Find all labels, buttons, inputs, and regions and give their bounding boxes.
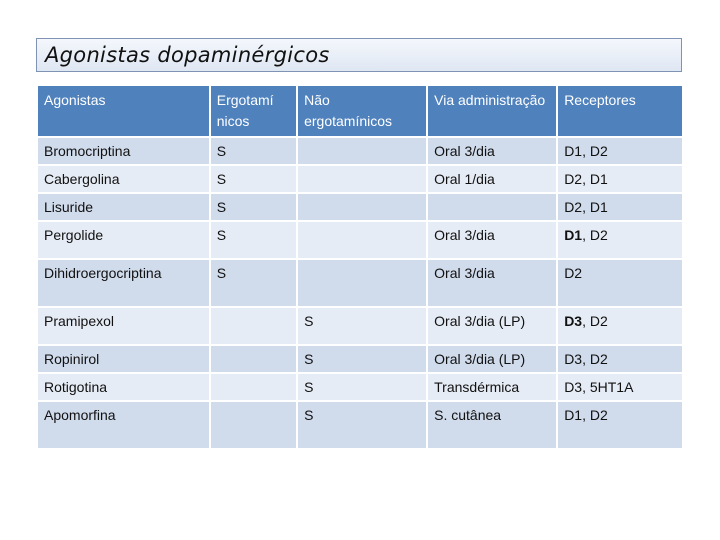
- cell-via: Oral 1/dia: [428, 166, 556, 192]
- cell-ergo: S: [211, 260, 296, 306]
- cell-receptores: [558, 260, 682, 306]
- slide-title-box: [36, 38, 682, 72]
- cell-name: Lisuride: [38, 194, 209, 220]
- receptor-text: D2, D1: [564, 171, 608, 187]
- cell-name: Pramipexol: [38, 308, 209, 344]
- cell-nao-ergo: S: [298, 308, 426, 344]
- cell-ergo: [211, 308, 296, 344]
- cell-via: Oral 3/dia (LP): [428, 308, 556, 344]
- cell-name: Bromocriptina: [38, 138, 209, 164]
- cell-name: Ropinirol: [38, 346, 209, 372]
- receptor-bold: D3: [564, 313, 583, 329]
- cell-receptores: [558, 138, 682, 164]
- cell-via: Oral 3/dia: [428, 222, 556, 258]
- receptor-text: D3, 5HT1A: [564, 379, 634, 395]
- cell-name: Rotigotina: [38, 374, 209, 400]
- header-receptores: Receptores: [558, 86, 682, 136]
- cell-name: Cabergolina: [38, 166, 209, 192]
- cell-nao-ergo: [298, 138, 426, 164]
- cell-via: Transdérmica: [428, 374, 556, 400]
- cell-name: Dihidroergocriptina: [38, 260, 209, 306]
- cell-via: [428, 194, 556, 220]
- cell-receptores: [558, 194, 682, 220]
- cell-ergo: [211, 346, 296, 372]
- table-row: [38, 374, 682, 400]
- receptor-text: D2, D1: [564, 199, 608, 215]
- receptor-bold: D1: [564, 227, 583, 243]
- cell-ergo: [211, 402, 296, 448]
- cell-ergo: S: [211, 138, 296, 164]
- receptor-text: , D2: [582, 313, 608, 329]
- cell-nao-ergo: S: [298, 402, 426, 448]
- cell-nao-ergo: S: [298, 346, 426, 372]
- cell-via: Oral 3/dia (LP): [428, 346, 556, 372]
- table-row: [38, 260, 682, 306]
- header-nao-ergotaminicos: Não ergotamínicos: [298, 86, 426, 136]
- table-header-row: [38, 86, 682, 136]
- table-row: [38, 222, 682, 258]
- cell-via: Oral 3/dia: [428, 260, 556, 306]
- receptor-text: D1, D2: [564, 407, 608, 423]
- cell-ergo: S: [211, 166, 296, 192]
- table-row: [38, 308, 682, 344]
- header-via: Via administração: [428, 86, 556, 136]
- cell-name: Apomorfina: [38, 402, 209, 448]
- cell-nao-ergo: S: [298, 374, 426, 400]
- header-agonistas: Agonistas: [38, 86, 209, 136]
- table-row: [38, 138, 682, 164]
- table-row: [38, 166, 682, 192]
- cell-receptores: [558, 166, 682, 192]
- agonists-table: [36, 84, 684, 450]
- cell-nao-ergo: [298, 194, 426, 220]
- table-row: [38, 194, 682, 220]
- cell-receptores: [558, 374, 682, 400]
- header-ergotaminicos: Ergotamí nicos: [211, 86, 296, 136]
- receptor-text: , D2: [582, 227, 608, 243]
- cell-via: Oral 3/dia: [428, 138, 556, 164]
- cell-nao-ergo: [298, 222, 426, 258]
- cell-ergo: S: [211, 194, 296, 220]
- table-row: [38, 346, 682, 372]
- receptor-text: D3, D2: [564, 351, 608, 367]
- table-row: [38, 402, 682, 448]
- cell-receptores: [558, 346, 682, 372]
- cell-receptores: [558, 402, 682, 448]
- receptor-text: D1, D2: [564, 143, 608, 159]
- cell-nao-ergo: [298, 260, 426, 306]
- cell-ergo: S: [211, 222, 296, 258]
- receptor-text: D2: [564, 265, 583, 281]
- cell-receptores: [558, 308, 682, 344]
- cell-ergo: [211, 374, 296, 400]
- cell-receptores: [558, 222, 682, 258]
- cell-via: S. cutânea: [428, 402, 556, 448]
- cell-nao-ergo: [298, 166, 426, 192]
- slide-title: Agonistas dopaminérgicos: [45, 43, 330, 67]
- cell-name: Pergolide: [38, 222, 209, 258]
